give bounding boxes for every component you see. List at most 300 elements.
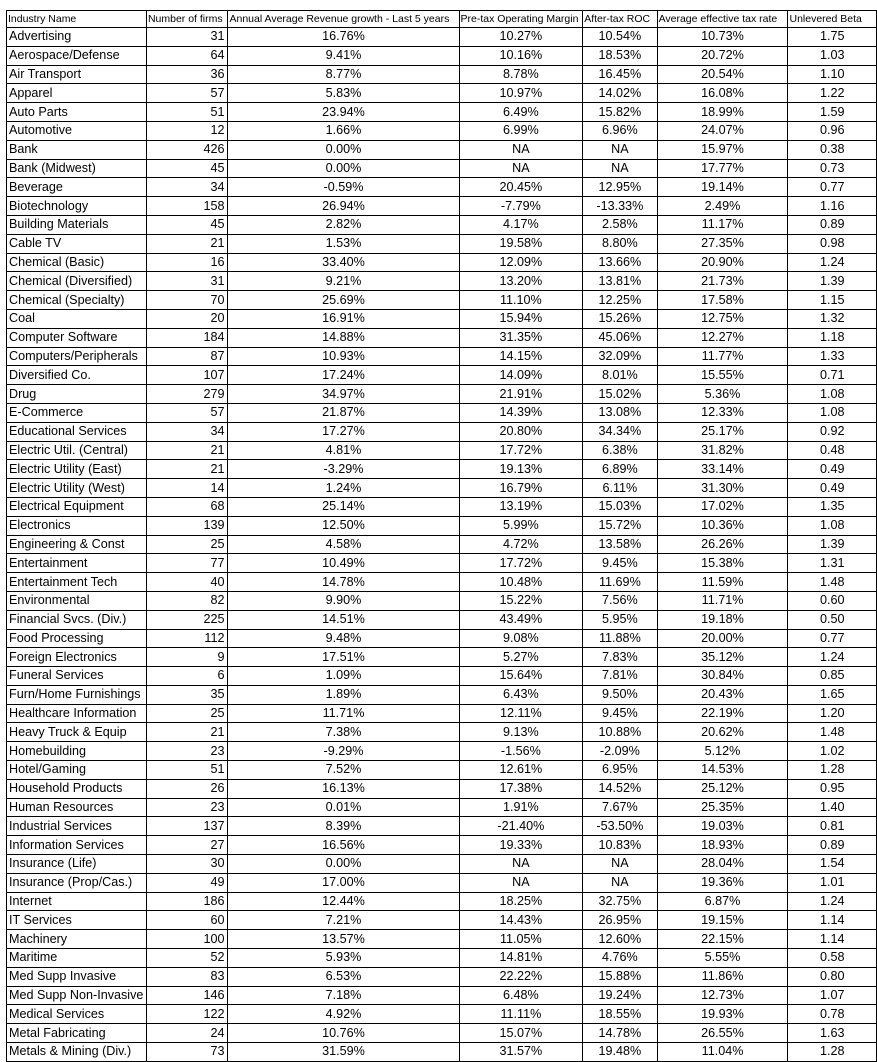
industry-name-cell[interactable]: Metals & Mining (Div.)	[7, 1043, 147, 1062]
operating-margin-cell[interactable]: 31.57%	[459, 1043, 583, 1062]
revenue-growth-cell[interactable]: 14.88%	[228, 328, 459, 347]
operating-margin-cell[interactable]: 21.91%	[459, 385, 583, 404]
tax-rate-cell[interactable]: 25.17%	[657, 422, 788, 441]
firms-count-cell[interactable]: 184	[146, 328, 228, 347]
firms-count-cell[interactable]: 139	[146, 516, 228, 535]
beta-cell[interactable]: 1.31	[788, 554, 877, 573]
operating-margin-cell[interactable]: 5.27%	[459, 648, 583, 667]
firms-count-cell[interactable]: 52	[146, 949, 228, 968]
beta-cell[interactable]: 0.50	[788, 610, 877, 629]
operating-margin-cell[interactable]: 6.99%	[459, 121, 583, 140]
tax-rate-cell[interactable]: 5.36%	[657, 385, 788, 404]
beta-cell[interactable]: 1.14	[788, 930, 877, 949]
firms-count-cell[interactable]: 51	[146, 761, 228, 780]
revenue-growth-cell[interactable]: 1.66%	[228, 121, 459, 140]
tax-rate-cell[interactable]: 35.12%	[657, 648, 788, 667]
industry-name-cell[interactable]: Environmental	[7, 591, 147, 610]
industry-name-cell[interactable]: Coal	[7, 309, 147, 328]
beta-cell[interactable]: 0.77	[788, 178, 877, 197]
revenue-growth-cell[interactable]: 17.00%	[228, 873, 459, 892]
operating-margin-cell[interactable]: 14.81%	[459, 949, 583, 968]
tax-rate-cell[interactable]: 28.04%	[657, 855, 788, 874]
industry-name-cell[interactable]: Homebuilding	[7, 742, 147, 761]
industry-name-cell[interactable]: Maritime	[7, 949, 147, 968]
industry-name-cell[interactable]: Financial Svcs. (Div.)	[7, 610, 147, 629]
revenue-growth-cell[interactable]: 8.77%	[228, 65, 459, 84]
firms-count-cell[interactable]: 31	[146, 272, 228, 291]
revenue-growth-cell[interactable]: 14.78%	[228, 573, 459, 592]
operating-margin-cell[interactable]: 15.64%	[459, 667, 583, 686]
beta-cell[interactable]: 0.80	[788, 967, 877, 986]
revenue-growth-cell[interactable]: 7.38%	[228, 723, 459, 742]
revenue-growth-cell[interactable]: 12.50%	[228, 516, 459, 535]
industry-name-cell[interactable]: Beverage	[7, 178, 147, 197]
tax-rate-cell[interactable]: 31.30%	[657, 479, 788, 498]
firms-count-cell[interactable]: 137	[146, 817, 228, 836]
operating-margin-cell[interactable]: 11.10%	[459, 291, 583, 310]
tax-rate-cell[interactable]: 11.04%	[657, 1043, 788, 1062]
operating-margin-cell[interactable]: 31.35%	[459, 328, 583, 347]
operating-margin-cell[interactable]: 4.17%	[459, 215, 583, 234]
beta-cell[interactable]: 0.77	[788, 629, 877, 648]
beta-cell[interactable]: 0.89	[788, 836, 877, 855]
revenue-growth-cell[interactable]: 11.71%	[228, 704, 459, 723]
firms-count-cell[interactable]: 9	[146, 648, 228, 667]
firms-count-cell[interactable]: 24	[146, 1024, 228, 1043]
industry-name-cell[interactable]: Information Services	[7, 836, 147, 855]
firms-count-cell[interactable]: 31	[146, 28, 228, 47]
tax-rate-cell[interactable]: 30.84%	[657, 667, 788, 686]
tax-rate-cell[interactable]: 11.86%	[657, 967, 788, 986]
beta-cell[interactable]: 1.18	[788, 328, 877, 347]
industry-name-cell[interactable]: Computers/Peripherals	[7, 347, 147, 366]
operating-margin-cell[interactable]: 14.39%	[459, 403, 583, 422]
firms-count-cell[interactable]: 25	[146, 704, 228, 723]
firms-count-cell[interactable]: 426	[146, 140, 228, 159]
industry-name-cell[interactable]: Healthcare Information	[7, 704, 147, 723]
industry-name-cell[interactable]: Chemical (Basic)	[7, 253, 147, 272]
roc-cell[interactable]: 15.82%	[583, 103, 657, 122]
revenue-growth-cell[interactable]: 17.27%	[228, 422, 459, 441]
firms-count-cell[interactable]: 27	[146, 836, 228, 855]
revenue-growth-cell[interactable]: 0.00%	[228, 855, 459, 874]
tax-rate-cell[interactable]: 5.12%	[657, 742, 788, 761]
revenue-growth-cell[interactable]: 12.44%	[228, 892, 459, 911]
roc-cell[interactable]: 13.81%	[583, 272, 657, 291]
operating-margin-cell[interactable]: -21.40%	[459, 817, 583, 836]
roc-cell[interactable]: 19.24%	[583, 986, 657, 1005]
operating-margin-cell[interactable]: 11.11%	[459, 1005, 583, 1024]
firms-count-cell[interactable]: 100	[146, 930, 228, 949]
beta-cell[interactable]: 1.20	[788, 704, 877, 723]
operating-margin-cell[interactable]: 10.16%	[459, 46, 583, 65]
tax-rate-cell[interactable]: 11.77%	[657, 347, 788, 366]
beta-cell[interactable]: 1.75	[788, 28, 877, 47]
tax-rate-cell[interactable]: 22.15%	[657, 930, 788, 949]
revenue-growth-cell[interactable]: 16.76%	[228, 28, 459, 47]
roc-cell[interactable]: 34.34%	[583, 422, 657, 441]
industry-name-cell[interactable]: Hotel/Gaming	[7, 761, 147, 780]
roc-cell[interactable]: 12.25%	[583, 291, 657, 310]
operating-margin-cell[interactable]: 13.20%	[459, 272, 583, 291]
beta-cell[interactable]: 0.60	[788, 591, 877, 610]
beta-cell[interactable]: 1.08	[788, 516, 877, 535]
revenue-growth-cell[interactable]: 9.48%	[228, 629, 459, 648]
tax-rate-cell[interactable]: 5.55%	[657, 949, 788, 968]
tax-rate-cell[interactable]: 17.58%	[657, 291, 788, 310]
firms-count-cell[interactable]: 14	[146, 479, 228, 498]
revenue-growth-cell[interactable]: 4.92%	[228, 1005, 459, 1024]
revenue-growth-cell[interactable]: 17.24%	[228, 366, 459, 385]
industry-name-cell[interactable]: Cable TV	[7, 234, 147, 253]
industry-name-cell[interactable]: Entertainment Tech	[7, 573, 147, 592]
header-pretax-operating-margin[interactable]: Pre-tax Operating Margin	[459, 11, 583, 28]
firms-count-cell[interactable]: 21	[146, 441, 228, 460]
beta-cell[interactable]: 1.63	[788, 1024, 877, 1043]
roc-cell[interactable]: 6.11%	[583, 479, 657, 498]
firms-count-cell[interactable]: 186	[146, 892, 228, 911]
operating-margin-cell[interactable]: 20.45%	[459, 178, 583, 197]
industry-name-cell[interactable]: Engineering & Const	[7, 535, 147, 554]
revenue-growth-cell[interactable]: 25.14%	[228, 497, 459, 516]
operating-margin-cell[interactable]: 19.13%	[459, 460, 583, 479]
beta-cell[interactable]: 1.01	[788, 873, 877, 892]
operating-margin-cell[interactable]: -1.56%	[459, 742, 583, 761]
operating-margin-cell[interactable]: 12.09%	[459, 253, 583, 272]
beta-cell[interactable]: 1.48	[788, 573, 877, 592]
firms-count-cell[interactable]: 35	[146, 685, 228, 704]
operating-margin-cell[interactable]: 4.72%	[459, 535, 583, 554]
operating-margin-cell[interactable]: 10.27%	[459, 28, 583, 47]
roc-cell[interactable]: 4.76%	[583, 949, 657, 968]
operating-margin-cell[interactable]: 22.22%	[459, 967, 583, 986]
tax-rate-cell[interactable]: 18.93%	[657, 836, 788, 855]
beta-cell[interactable]: 1.28	[788, 761, 877, 780]
revenue-growth-cell[interactable]: 9.21%	[228, 272, 459, 291]
revenue-growth-cell[interactable]: 4.58%	[228, 535, 459, 554]
beta-cell[interactable]: 0.73	[788, 159, 877, 178]
tax-rate-cell[interactable]: 18.99%	[657, 103, 788, 122]
tax-rate-cell[interactable]: 16.08%	[657, 84, 788, 103]
revenue-growth-cell[interactable]: 33.40%	[228, 253, 459, 272]
beta-cell[interactable]: 1.24	[788, 892, 877, 911]
tax-rate-cell[interactable]: 20.90%	[657, 253, 788, 272]
beta-cell[interactable]: 1.02	[788, 742, 877, 761]
operating-margin-cell[interactable]: 15.07%	[459, 1024, 583, 1043]
firms-count-cell[interactable]: 225	[146, 610, 228, 629]
tax-rate-cell[interactable]: 26.26%	[657, 535, 788, 554]
revenue-growth-cell[interactable]: 16.91%	[228, 309, 459, 328]
roc-cell[interactable]: 6.95%	[583, 761, 657, 780]
beta-cell[interactable]: 1.39	[788, 535, 877, 554]
roc-cell[interactable]: 8.80%	[583, 234, 657, 253]
revenue-growth-cell[interactable]: 5.83%	[228, 84, 459, 103]
beta-cell[interactable]: 1.54	[788, 855, 877, 874]
revenue-growth-cell[interactable]: 16.13%	[228, 779, 459, 798]
revenue-growth-cell[interactable]: 10.49%	[228, 554, 459, 573]
revenue-growth-cell[interactable]: 7.18%	[228, 986, 459, 1005]
firms-count-cell[interactable]: 279	[146, 385, 228, 404]
roc-cell[interactable]: 15.26%	[583, 309, 657, 328]
revenue-growth-cell[interactable]: 9.90%	[228, 591, 459, 610]
operating-margin-cell[interactable]: NA	[459, 873, 583, 892]
roc-cell[interactable]: 8.01%	[583, 366, 657, 385]
operating-margin-cell[interactable]: 17.72%	[459, 441, 583, 460]
roc-cell[interactable]: 10.83%	[583, 836, 657, 855]
revenue-growth-cell[interactable]: 5.93%	[228, 949, 459, 968]
beta-cell[interactable]: 1.08	[788, 403, 877, 422]
beta-cell[interactable]: 1.08	[788, 385, 877, 404]
industry-name-cell[interactable]: Diversified Co.	[7, 366, 147, 385]
firms-count-cell[interactable]: 87	[146, 347, 228, 366]
roc-cell[interactable]: 15.88%	[583, 967, 657, 986]
beta-cell[interactable]: 1.39	[788, 272, 877, 291]
operating-margin-cell[interactable]: NA	[459, 140, 583, 159]
industry-name-cell[interactable]: Electrical Equipment	[7, 497, 147, 516]
tax-rate-cell[interactable]: 15.55%	[657, 366, 788, 385]
operating-margin-cell[interactable]: 12.11%	[459, 704, 583, 723]
roc-cell[interactable]: 11.69%	[583, 573, 657, 592]
operating-margin-cell[interactable]: 10.48%	[459, 573, 583, 592]
beta-cell[interactable]: 0.58	[788, 949, 877, 968]
operating-margin-cell[interactable]: 14.43%	[459, 911, 583, 930]
industry-name-cell[interactable]: Electric Util. (Central)	[7, 441, 147, 460]
tax-rate-cell[interactable]: 19.36%	[657, 873, 788, 892]
industry-name-cell[interactable]: Automotive	[7, 121, 147, 140]
roc-cell[interactable]: 7.56%	[583, 591, 657, 610]
revenue-growth-cell[interactable]: 0.00%	[228, 140, 459, 159]
revenue-growth-cell[interactable]: -3.29%	[228, 460, 459, 479]
industry-name-cell[interactable]: Insurance (Life)	[7, 855, 147, 874]
roc-cell[interactable]: 12.95%	[583, 178, 657, 197]
tax-rate-cell[interactable]: 6.87%	[657, 892, 788, 911]
firms-count-cell[interactable]: 20	[146, 309, 228, 328]
tax-rate-cell[interactable]: 33.14%	[657, 460, 788, 479]
firms-count-cell[interactable]: 30	[146, 855, 228, 874]
firms-count-cell[interactable]: 112	[146, 629, 228, 648]
operating-margin-cell[interactable]: 1.91%	[459, 798, 583, 817]
industry-name-cell[interactable]: Human Resources	[7, 798, 147, 817]
operating-margin-cell[interactable]: 8.78%	[459, 65, 583, 84]
revenue-growth-cell[interactable]: 34.97%	[228, 385, 459, 404]
firms-count-cell[interactable]: 158	[146, 197, 228, 216]
firms-count-cell[interactable]: 16	[146, 253, 228, 272]
roc-cell[interactable]: 9.45%	[583, 704, 657, 723]
roc-cell[interactable]: 10.88%	[583, 723, 657, 742]
firms-count-cell[interactable]: 77	[146, 554, 228, 573]
beta-cell[interactable]: 0.89	[788, 215, 877, 234]
operating-margin-cell[interactable]: 6.49%	[459, 103, 583, 122]
revenue-growth-cell[interactable]: 7.52%	[228, 761, 459, 780]
industry-name-cell[interactable]: Biotechnology	[7, 197, 147, 216]
tax-rate-cell[interactable]: 20.54%	[657, 65, 788, 84]
industry-name-cell[interactable]: Industrial Services	[7, 817, 147, 836]
beta-cell[interactable]: 1.35	[788, 497, 877, 516]
tax-rate-cell[interactable]: 11.17%	[657, 215, 788, 234]
tax-rate-cell[interactable]: 19.15%	[657, 911, 788, 930]
beta-cell[interactable]: 1.28	[788, 1043, 877, 1062]
tax-rate-cell[interactable]: 19.14%	[657, 178, 788, 197]
revenue-growth-cell[interactable]: 23.94%	[228, 103, 459, 122]
roc-cell[interactable]: 6.96%	[583, 121, 657, 140]
industry-name-cell[interactable]: Bank	[7, 140, 147, 159]
revenue-growth-cell[interactable]: 7.21%	[228, 911, 459, 930]
firms-count-cell[interactable]: 45	[146, 215, 228, 234]
beta-cell[interactable]: 1.07	[788, 986, 877, 1005]
tax-rate-cell[interactable]: 20.00%	[657, 629, 788, 648]
tax-rate-cell[interactable]: 12.27%	[657, 328, 788, 347]
operating-margin-cell[interactable]: 19.33%	[459, 836, 583, 855]
operating-margin-cell[interactable]: -7.79%	[459, 197, 583, 216]
industry-name-cell[interactable]: Machinery	[7, 930, 147, 949]
revenue-growth-cell[interactable]: 14.51%	[228, 610, 459, 629]
revenue-growth-cell[interactable]: 4.81%	[228, 441, 459, 460]
firms-count-cell[interactable]: 12	[146, 121, 228, 140]
industry-name-cell[interactable]: IT Services	[7, 911, 147, 930]
tax-rate-cell[interactable]: 12.75%	[657, 309, 788, 328]
roc-cell[interactable]: 10.54%	[583, 28, 657, 47]
header-effective-tax-rate[interactable]: Average effective tax rate	[657, 11, 788, 28]
roc-cell[interactable]: 19.48%	[583, 1043, 657, 1062]
revenue-growth-cell[interactable]: 10.93%	[228, 347, 459, 366]
roc-cell[interactable]: 32.09%	[583, 347, 657, 366]
industry-name-cell[interactable]: Metal Fabricating	[7, 1024, 147, 1043]
roc-cell[interactable]: 9.50%	[583, 685, 657, 704]
operating-margin-cell[interactable]: 17.72%	[459, 554, 583, 573]
operating-margin-cell[interactable]: 15.22%	[459, 591, 583, 610]
roc-cell[interactable]: NA	[583, 855, 657, 874]
beta-cell[interactable]: 0.92	[788, 422, 877, 441]
revenue-growth-cell[interactable]: 0.01%	[228, 798, 459, 817]
industry-name-cell[interactable]: Air Transport	[7, 65, 147, 84]
operating-margin-cell[interactable]: 9.13%	[459, 723, 583, 742]
tax-rate-cell[interactable]: 31.82%	[657, 441, 788, 460]
beta-cell[interactable]: 0.71	[788, 366, 877, 385]
roc-cell[interactable]: -13.33%	[583, 197, 657, 216]
beta-cell[interactable]: 1.03	[788, 46, 877, 65]
tax-rate-cell[interactable]: 15.97%	[657, 140, 788, 159]
beta-cell[interactable]: 1.40	[788, 798, 877, 817]
industry-name-cell[interactable]: Drug	[7, 385, 147, 404]
revenue-growth-cell[interactable]: 2.82%	[228, 215, 459, 234]
tax-rate-cell[interactable]: 11.59%	[657, 573, 788, 592]
roc-cell[interactable]: -2.09%	[583, 742, 657, 761]
firms-count-cell[interactable]: 34	[146, 178, 228, 197]
firms-count-cell[interactable]: 68	[146, 497, 228, 516]
industry-name-cell[interactable]: Aerospace/Defense	[7, 46, 147, 65]
roc-cell[interactable]: 13.58%	[583, 535, 657, 554]
beta-cell[interactable]: 0.78	[788, 1005, 877, 1024]
beta-cell[interactable]: 1.16	[788, 197, 877, 216]
header-revenue-growth[interactable]: Annual Average Revenue growth - Last 5 years	[228, 11, 459, 28]
industry-name-cell[interactable]: Building Materials	[7, 215, 147, 234]
tax-rate-cell[interactable]: 21.73%	[657, 272, 788, 291]
industry-name-cell[interactable]: Computer Software	[7, 328, 147, 347]
firms-count-cell[interactable]: 83	[146, 967, 228, 986]
tax-rate-cell[interactable]: 17.77%	[657, 159, 788, 178]
revenue-growth-cell[interactable]: 1.53%	[228, 234, 459, 253]
roc-cell[interactable]: 26.95%	[583, 911, 657, 930]
industry-name-cell[interactable]: Foreign Electronics	[7, 648, 147, 667]
industry-name-cell[interactable]: Electric Utility (West)	[7, 479, 147, 498]
operating-margin-cell[interactable]: 6.43%	[459, 685, 583, 704]
industry-name-cell[interactable]: Entertainment	[7, 554, 147, 573]
industry-name-cell[interactable]: Apparel	[7, 84, 147, 103]
firms-count-cell[interactable]: 6	[146, 667, 228, 686]
tax-rate-cell[interactable]: 27.35%	[657, 234, 788, 253]
industry-name-cell[interactable]: Chemical (Diversified)	[7, 272, 147, 291]
roc-cell[interactable]: 18.53%	[583, 46, 657, 65]
roc-cell[interactable]: 6.89%	[583, 460, 657, 479]
beta-cell[interactable]: 1.32	[788, 309, 877, 328]
operating-margin-cell[interactable]: 10.97%	[459, 84, 583, 103]
firms-count-cell[interactable]: 64	[146, 46, 228, 65]
revenue-growth-cell[interactable]: 17.51%	[228, 648, 459, 667]
firms-count-cell[interactable]: 82	[146, 591, 228, 610]
revenue-growth-cell[interactable]: 10.76%	[228, 1024, 459, 1043]
industry-name-cell[interactable]: Electronics	[7, 516, 147, 535]
operating-margin-cell[interactable]: 43.49%	[459, 610, 583, 629]
operating-margin-cell[interactable]: 17.38%	[459, 779, 583, 798]
tax-rate-cell[interactable]: 24.07%	[657, 121, 788, 140]
operating-margin-cell[interactable]: 20.80%	[459, 422, 583, 441]
operating-margin-cell[interactable]: 19.58%	[459, 234, 583, 253]
firms-count-cell[interactable]: 146	[146, 986, 228, 1005]
tax-rate-cell[interactable]: 22.19%	[657, 704, 788, 723]
operating-margin-cell[interactable]: NA	[459, 855, 583, 874]
firms-count-cell[interactable]: 26	[146, 779, 228, 798]
tax-rate-cell[interactable]: 12.33%	[657, 403, 788, 422]
industry-name-cell[interactable]: Internet	[7, 892, 147, 911]
firms-count-cell[interactable]: 70	[146, 291, 228, 310]
tax-rate-cell[interactable]: 26.55%	[657, 1024, 788, 1043]
header-aftertax-roc[interactable]: After-tax ROC	[583, 11, 657, 28]
roc-cell[interactable]: 9.45%	[583, 554, 657, 573]
revenue-growth-cell[interactable]: 13.57%	[228, 930, 459, 949]
firms-count-cell[interactable]: 23	[146, 742, 228, 761]
industry-name-cell[interactable]: Food Processing	[7, 629, 147, 648]
tax-rate-cell[interactable]: 11.71%	[657, 591, 788, 610]
roc-cell[interactable]: 32.75%	[583, 892, 657, 911]
tax-rate-cell[interactable]: 19.93%	[657, 1005, 788, 1024]
roc-cell[interactable]: 5.95%	[583, 610, 657, 629]
tax-rate-cell[interactable]: 25.12%	[657, 779, 788, 798]
operating-margin-cell[interactable]: 18.25%	[459, 892, 583, 911]
tax-rate-cell[interactable]: 20.72%	[657, 46, 788, 65]
operating-margin-cell[interactable]: 6.48%	[459, 986, 583, 1005]
firms-count-cell[interactable]: 122	[146, 1005, 228, 1024]
roc-cell[interactable]: NA	[583, 159, 657, 178]
firms-count-cell[interactable]: 73	[146, 1043, 228, 1062]
firms-count-cell[interactable]: 107	[146, 366, 228, 385]
operating-margin-cell[interactable]: 11.05%	[459, 930, 583, 949]
roc-cell[interactable]: 7.81%	[583, 667, 657, 686]
tax-rate-cell[interactable]: 19.18%	[657, 610, 788, 629]
firms-count-cell[interactable]: 57	[146, 403, 228, 422]
beta-cell[interactable]: 1.65	[788, 685, 877, 704]
beta-cell[interactable]: 1.14	[788, 911, 877, 930]
beta-cell[interactable]: 1.24	[788, 253, 877, 272]
roc-cell[interactable]: 13.66%	[583, 253, 657, 272]
roc-cell[interactable]: 15.72%	[583, 516, 657, 535]
beta-cell[interactable]: 1.48	[788, 723, 877, 742]
firms-count-cell[interactable]: 40	[146, 573, 228, 592]
industry-name-cell[interactable]: Household Products	[7, 779, 147, 798]
revenue-growth-cell[interactable]: -9.29%	[228, 742, 459, 761]
firms-count-cell[interactable]: 25	[146, 535, 228, 554]
beta-cell[interactable]: 0.85	[788, 667, 877, 686]
operating-margin-cell[interactable]: 15.94%	[459, 309, 583, 328]
